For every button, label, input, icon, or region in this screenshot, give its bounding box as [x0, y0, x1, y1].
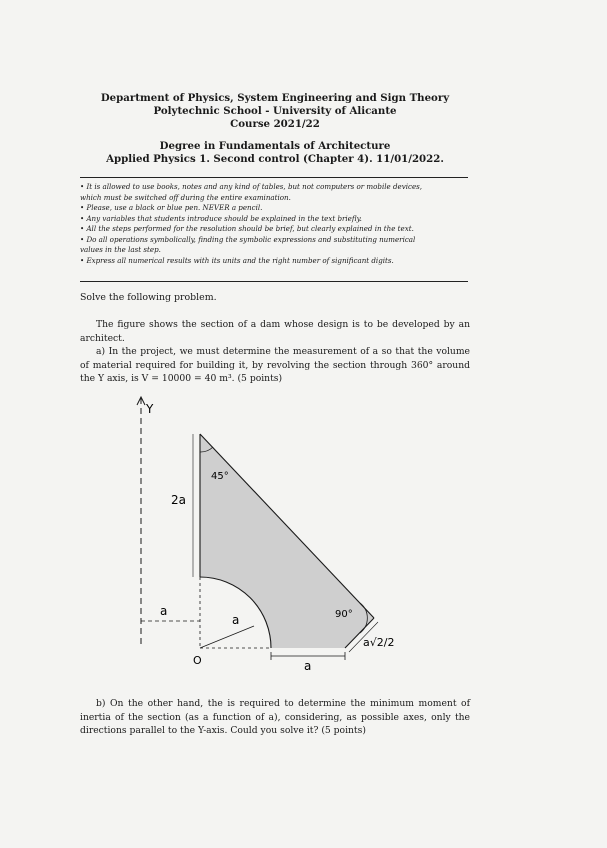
radius-line: [200, 626, 254, 648]
instruction-line: • It is allowed to use books, notes and any kind of tables, but not computers or mobile devices,: [80, 182, 423, 191]
radius-label: a: [232, 613, 240, 627]
header-department: Department of Physics, System Engineering and Sign Theory: [100, 92, 450, 104]
instruction-line: values in the last step.: [80, 245, 161, 254]
angle-right-label: 90°: [335, 609, 353, 620]
slant-label: a√2/2: [363, 636, 395, 649]
header-course: Course 2021/22: [230, 118, 320, 130]
instruction-line: • Express all numerical results with its units and the right number of significant digits.: [80, 255, 394, 265]
problem-part-a: a) In the project, we must determine the measurement of a so that the volume of material required for building it, by revolving the section through 360° around the Y axis, is V = 10000 = 40 m³. (5 points): [80, 346, 470, 384]
angle-top-label: 45°: [211, 471, 229, 482]
instruction-line: • Any variables that students introduce should be explained in the text briefly.: [80, 213, 362, 223]
problem-part-b: b) On the other hand, the is required to determine the minimum moment of inertia of the section (as a function of a), considering, as possible axes, only the directions parallel to the Y-axis. Could you solve it? (5 points): [80, 698, 470, 736]
problem-intro: The figure shows the section of a dam whose design is to be developed by an architect.: [80, 319, 470, 344]
instruction-line: • Do all operations symbolically, finding the symbolic expressions and substituting numerical: [80, 234, 416, 244]
instruction-line: • All the steps performed for the resolution should be brief, but clearly explained in the text.: [80, 224, 414, 233]
dim-a-left-label: a: [160, 604, 168, 618]
y-axis-label: Y: [146, 402, 154, 416]
dim-a-bottom-label: a: [304, 659, 312, 673]
instruction-line: • Please, use a black or blue pen. NEVER a pencil.: [80, 203, 263, 212]
origin-label: O: [193, 654, 202, 667]
dim-2a-label: 2a: [171, 493, 186, 507]
instruction-line: which must be switched off during the entire examination.: [80, 192, 291, 202]
header-school: Polytechnic School - University of Alicante: [153, 105, 397, 117]
header-degree: Degree in Fundamentals of Architecture: [159, 140, 391, 152]
header-exam-title: Applied Physics 1. Second control (Chapter 4). 11/01/2022.: [106, 153, 444, 165]
solve-title: Solve the following problem.: [80, 292, 217, 303]
